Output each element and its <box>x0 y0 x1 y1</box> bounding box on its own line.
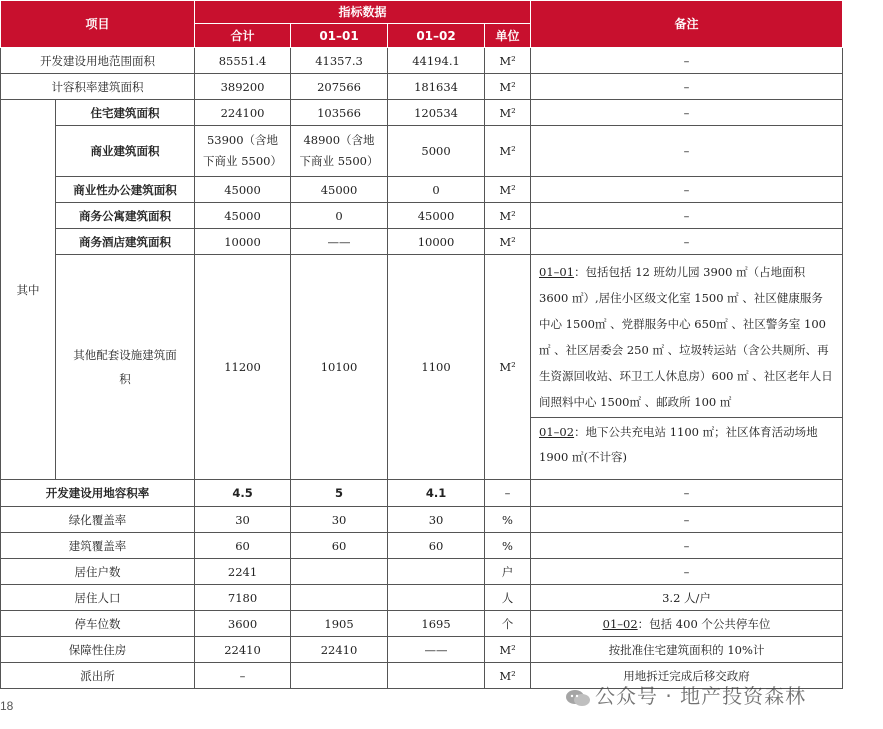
cell-total <box>195 126 291 177</box>
header-remarks: 备注 <box>531 1 843 48</box>
cell-plot2 <box>388 559 485 585</box>
cell-total: 60 <box>195 533 291 559</box>
cell-plot2: 44194.1 <box>388 48 485 74</box>
cell-note: 3.2 人/户 <box>531 585 843 611</box>
note-plot2-text: ：地下公共充电站 1100 ㎡；社区体育活动场地 1900 ㎡(不计容) <box>539 425 818 464</box>
cell-unit: M² <box>485 74 531 100</box>
row-label <box>56 255 195 480</box>
cell-unit: 户 <box>485 559 531 585</box>
cell-plot1 <box>291 585 388 611</box>
cell-plot1: —— <box>291 229 388 255</box>
cell-total-line2: 下商业 5500） <box>203 154 282 168</box>
cell-plot1 <box>291 559 388 585</box>
cell-plot1: 45000 <box>291 177 388 203</box>
cell-plot1: 60 <box>291 533 388 559</box>
row-label: 停车位数 <box>1 611 195 637</box>
cell-plot1: 30 <box>291 507 388 533</box>
cell-plot1 <box>291 126 388 177</box>
cell-unit: M² <box>485 255 531 480</box>
including-label: 其中 <box>1 100 56 480</box>
row-label: 住宅建筑面积 <box>56 100 195 126</box>
cell-plot1 <box>291 663 388 689</box>
table-row <box>1 177 843 203</box>
cell-note: – <box>531 48 843 74</box>
table-row <box>1 507 843 533</box>
table-row <box>1 255 843 480</box>
cell-unit: M² <box>485 126 531 177</box>
cell-total: 4.5 <box>195 480 291 507</box>
cell-unit: M² <box>485 48 531 74</box>
cell-plot2: 60 <box>388 533 485 559</box>
row-label: 商业性办公建筑面积 <box>56 177 195 203</box>
cell-plot2: 181634 <box>388 74 485 100</box>
cell-plot1: 0 <box>291 203 388 229</box>
row-label: 商务酒店建筑面积 <box>56 229 195 255</box>
cell-plot1: 5 <box>291 480 388 507</box>
table-row <box>1 559 843 585</box>
cell-plot2: —— <box>388 637 485 663</box>
table-row <box>1 611 843 637</box>
cell-total: 45000 <box>195 177 291 203</box>
cell-total: 389200 <box>195 74 291 100</box>
row-label: 商业建筑面积 <box>56 126 195 177</box>
cell-total: 7180 <box>195 585 291 611</box>
header-unit: 单位 <box>485 24 531 48</box>
row-label: 居住户数 <box>1 559 195 585</box>
watermark-text: 公众号 · 地产投资森林 <box>595 684 807 708</box>
cell-plot2: 0 <box>388 177 485 203</box>
cell-total: 11200 <box>195 255 291 480</box>
note-prefix: 01–02 <box>602 616 638 631</box>
watermark <box>565 680 806 709</box>
cell-note: 用地拆迁完成后移交政府 <box>531 663 843 689</box>
cell-plot1: 103566 <box>291 100 388 126</box>
cell-plot2 <box>388 663 485 689</box>
cell-total: – <box>195 663 291 689</box>
row-label: 居住人口 <box>1 585 195 611</box>
cell-unit: 个 <box>485 611 531 637</box>
table-row <box>1 637 843 663</box>
cell-unit: M² <box>485 229 531 255</box>
row-label: 商务公寓建筑面积 <box>56 203 195 229</box>
cell-note: – <box>531 203 843 229</box>
header-row-1 <box>1 1 843 24</box>
cell-unit: M² <box>485 203 531 229</box>
cell-note: – <box>531 74 843 100</box>
header-plot1: 01–01 <box>291 24 388 48</box>
cell-unit: M² <box>485 637 531 663</box>
page-number: 18 <box>0 699 14 713</box>
cell-plot2: 30 <box>388 507 485 533</box>
cell-note <box>531 611 843 637</box>
cell-note: – <box>531 559 843 585</box>
row-label-line2: 积 <box>119 372 131 386</box>
row-label: 计容积率建筑面积 <box>1 74 195 100</box>
cell-plot2: 5000 <box>388 126 485 177</box>
header-item: 项目 <box>1 1 195 48</box>
cell-note <box>531 255 843 480</box>
cell-plot2: 1695 <box>388 611 485 637</box>
cell-note: 按批准住宅建筑面积的 10%计 <box>531 637 843 663</box>
row-label: 开发建设用地容积率 <box>1 480 195 507</box>
cell-plot2: 4.1 <box>388 480 485 507</box>
cell-unit: M² <box>485 663 531 689</box>
note-plot1 <box>531 255 842 418</box>
cell-total: 30 <box>195 507 291 533</box>
cell-plot1: 1905 <box>291 611 388 637</box>
table-row <box>1 74 843 100</box>
note-plot2 <box>531 418 842 472</box>
table-row <box>1 100 843 126</box>
table-row <box>1 126 843 177</box>
cell-total: 2241 <box>195 559 291 585</box>
table-row <box>1 48 843 74</box>
cell-plot1-line1: 48900（含地 <box>303 133 375 147</box>
note-plot2-prefix: 01–02 <box>539 425 575 439</box>
cell-unit: 人 <box>485 585 531 611</box>
cell-plot2: 120534 <box>388 100 485 126</box>
cell-total-line1: 53900（含地 <box>206 133 279 147</box>
header-plot2: 01–02 <box>388 24 485 48</box>
cell-plot1: 41357.3 <box>291 48 388 74</box>
cell-total: 85551.4 <box>195 48 291 74</box>
row-label: 绿化覆盖率 <box>1 507 195 533</box>
note-plot1-prefix: 01–01 <box>539 265 575 279</box>
cell-plot2 <box>388 585 485 611</box>
cell-note: – <box>531 480 843 507</box>
cell-unit: M² <box>485 177 531 203</box>
row-label: 开发建设用地范围面积 <box>1 48 195 74</box>
cell-note: – <box>531 507 843 533</box>
cell-note: – <box>531 100 843 126</box>
cell-plot2: 1100 <box>388 255 485 480</box>
cell-plot1: 207566 <box>291 74 388 100</box>
cell-plot2: 10000 <box>388 229 485 255</box>
header-indicator-data: 指标数据 <box>195 1 531 24</box>
cell-total: 22410 <box>195 637 291 663</box>
cell-total: 10000 <box>195 229 291 255</box>
note-text: ：包括 400 个公共停车位 <box>637 616 771 631</box>
row-label-line1: 其他配套设施建筑面 <box>73 348 177 362</box>
cell-note: – <box>531 533 843 559</box>
cell-note: – <box>531 126 843 177</box>
table-row <box>1 229 843 255</box>
row-label: 建筑覆盖率 <box>1 533 195 559</box>
header-total: 合计 <box>195 24 291 48</box>
cell-unit: M² <box>485 100 531 126</box>
cell-plot1: 22410 <box>291 637 388 663</box>
cell-plot1: 10100 <box>291 255 388 480</box>
table-row <box>1 585 843 611</box>
cell-unit: % <box>485 507 531 533</box>
cell-total: 224100 <box>195 100 291 126</box>
cell-unit: % <box>485 533 531 559</box>
cell-note: – <box>531 229 843 255</box>
wechat-icon <box>565 688 591 708</box>
note-plot1-text: ：包括包括 12 班幼儿园 3900 ㎡（占地面积 3600 ㎡）,居住小区级文化室 1500 ㎡ 、社区健康服务中心 1500㎡ 、党群服务中心 650㎡ 、社区警务室 100㎡ 、社区居委会 250 ㎡ 、垃圾转运站（含公共厕所、再生资源回收站、环卫工人休息房）600 ㎡ 、社区老年人日间照料中心 1500㎡ 、邮政所 100 ㎡ <box>539 265 833 409</box>
row-label: 保障性住房 <box>1 637 195 663</box>
cell-total: 45000 <box>195 203 291 229</box>
table-row <box>1 533 843 559</box>
cell-plot2: 45000 <box>388 203 485 229</box>
row-label: 派出所 <box>1 663 195 689</box>
cell-plot1-line2: 下商业 5500） <box>299 154 379 168</box>
table-row <box>1 203 843 229</box>
cell-total: 3600 <box>195 611 291 637</box>
cell-note: – <box>531 177 843 203</box>
cell-unit: – <box>485 480 531 507</box>
table-row <box>1 480 843 507</box>
